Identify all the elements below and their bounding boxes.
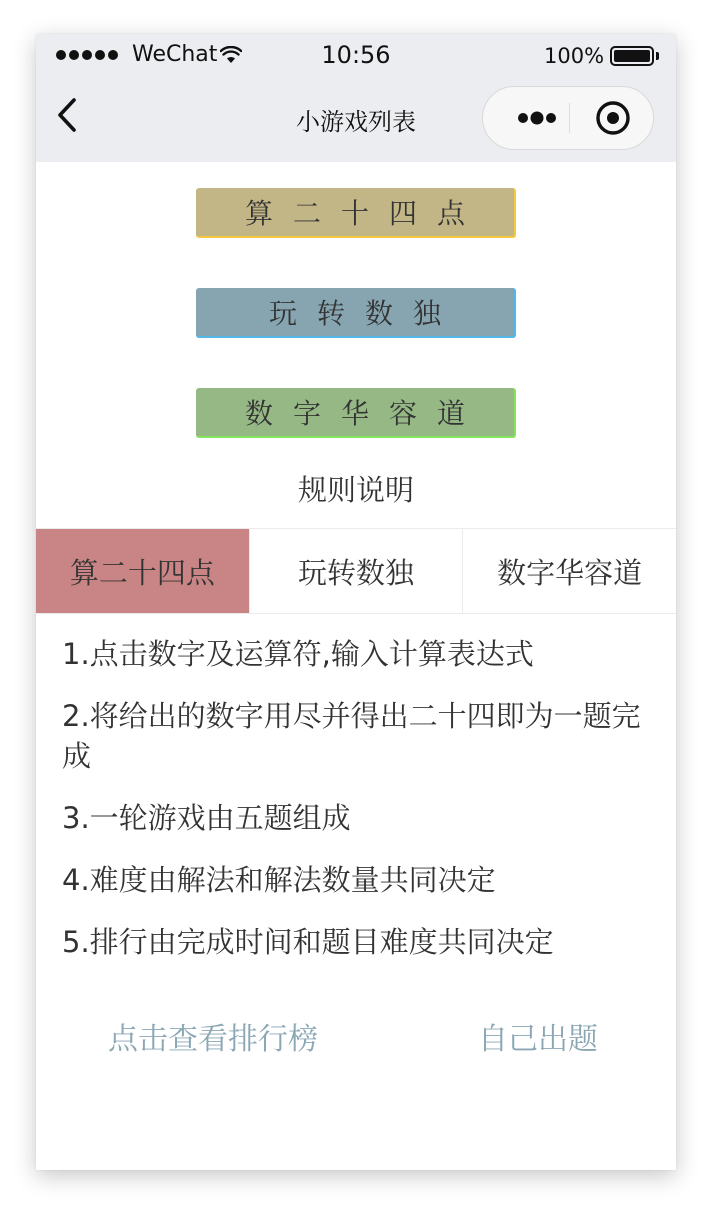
create-puzzle-link[interactable]: 自己出题 bbox=[478, 1022, 598, 1057]
rules-list bbox=[62, 634, 652, 984]
target-circle-icon bbox=[583, 87, 643, 149]
tab-sudoku[interactable]: 玩转数独 bbox=[250, 529, 464, 613]
battery-percent: 100% bbox=[544, 44, 605, 68]
mini-program-capsule bbox=[482, 86, 654, 150]
game-button-24-points[interactable]: 算二十四点 bbox=[196, 188, 516, 238]
rules-tab-bar bbox=[36, 528, 676, 614]
top-bar bbox=[36, 34, 676, 162]
more-button[interactable] bbox=[505, 87, 569, 149]
leaderboard-link[interactable]: 点击查看排行榜 bbox=[108, 1022, 318, 1057]
page-title: 小游戏列表 bbox=[296, 108, 416, 136]
rule-item: 4.难度由解法和解法数量共同决定 bbox=[62, 863, 496, 897]
tab-24-points[interactable]: 算二十四点 bbox=[36, 529, 250, 613]
game-button-sudoku[interactable]: 玩转数独 bbox=[196, 288, 516, 338]
tab-number-klotski[interactable]: 数字华容道 bbox=[497, 555, 643, 590]
carrier-name: WeChat bbox=[132, 42, 218, 67]
close-mini-program-button[interactable] bbox=[583, 87, 643, 149]
phone-screen bbox=[36, 34, 676, 1170]
clock-time: 10:56 bbox=[321, 41, 391, 69]
game-button-number-klotski[interactable]: 数字华容道 bbox=[196, 388, 516, 438]
rule-item: 1.点击数字及运算符,输入计算表达式 bbox=[62, 637, 534, 671]
battery-icon bbox=[610, 46, 654, 66]
more-dots-icon bbox=[505, 87, 569, 149]
rules-heading: 规则说明 bbox=[297, 473, 414, 507]
battery-tip bbox=[656, 52, 659, 60]
navigation-bar bbox=[36, 78, 676, 162]
rule-item: 2.将给出的数字用尽并得出二十四即为一题完成 bbox=[62, 699, 641, 773]
rule-item: 5.排行由完成时间和题目难度共同决定 bbox=[62, 925, 554, 959]
capsule-divider bbox=[569, 103, 570, 133]
status-bar bbox=[36, 34, 676, 78]
rule-item: 3.一轮游戏由五题组成 bbox=[62, 801, 351, 835]
